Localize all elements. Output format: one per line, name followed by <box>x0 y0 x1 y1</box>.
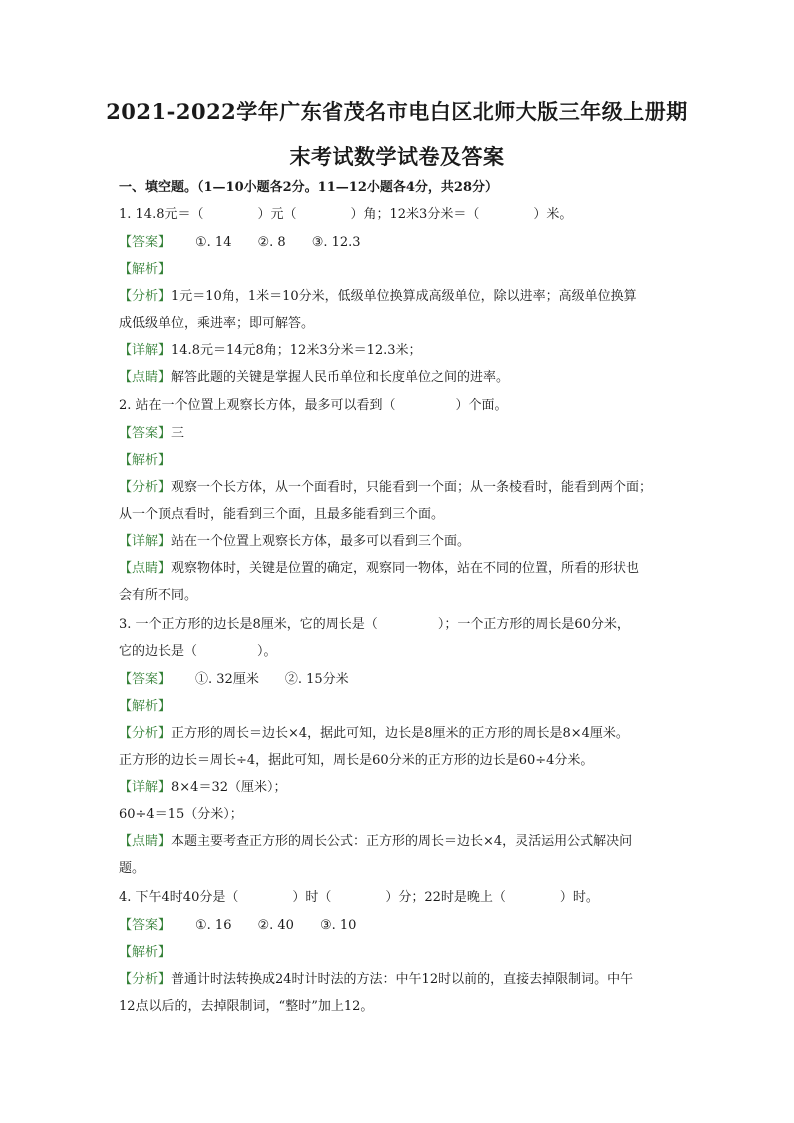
dianjing-text: 解答此题的关键是掌握人民币单位和长度单位之间的进率。 <box>171 370 510 385</box>
xiangjie-label: 【详解】 <box>119 534 172 549</box>
fenxi-text: 成低级单位，乘进率；即可解答。 <box>119 316 315 331</box>
fenxi-row <box>119 288 689 305</box>
fenxi-label: 【分析】 <box>119 480 172 495</box>
question-text: ）角；12米3分米＝（ <box>350 207 480 222</box>
fenxi-text: 1元＝10角，1米＝10分米，低级单位换算成高级单位，除以进率；高级单位换算 <box>171 289 637 304</box>
answer-item: ③. 12.3 <box>311 235 361 250</box>
answer-item: ②. 8 <box>257 235 286 250</box>
dianjing-label: 【点睛】 <box>119 370 172 385</box>
fenxi-row <box>119 725 689 742</box>
xiangjie-text: 14.8元＝14元8角；12米3分米＝12.3米； <box>171 343 422 358</box>
question-text: 3. 一个正方形的边长是8厘米，它的周长是（ <box>119 617 378 632</box>
answer-row <box>119 425 689 442</box>
answer-row <box>119 234 689 251</box>
dianjing-row <box>119 560 689 577</box>
dianjing-text: 本题主要考查正方形的周长公式：正方形的周长＝边长×4，灵活运用公式解决问 <box>171 834 633 849</box>
section-heading: 一、填空题。（1—10小题各2分。11—12小题各4分，共28分） <box>119 180 498 195</box>
fenxi-label: 【分析】 <box>119 972 172 987</box>
analysis-label: 【解析】 <box>119 699 172 714</box>
dianjing-label: 【点睛】 <box>119 561 172 576</box>
fenxi-text: 普通计时法转换成24时计时法的方法：中午12时以前的，直接去掉限制词。中午 <box>171 972 634 987</box>
question-text: 4. 下午4时40分是（ <box>119 890 239 905</box>
question-4 <box>119 889 689 906</box>
answer-label: 【答案】 <box>119 235 172 250</box>
question-text: 2. 站在一个位置上观察长方体，最多可以看到（ <box>119 398 396 413</box>
page-title-line2: 末考试数学试卷及答案 <box>289 144 505 169</box>
page-title-line1: 2021-2022学年广东省茂名市电白区北师大版三年级上册期 <box>106 99 688 124</box>
analysis-label: 【解析】 <box>119 945 172 960</box>
answer-item: ③. 10 <box>319 918 357 933</box>
question-text: 它的边长是（ <box>119 644 198 659</box>
dianjing-row <box>119 369 689 386</box>
dianjing-row <box>119 833 689 850</box>
fenxi-text: 正方形的周长＝边长×4，据此可知，边长是8厘米的正方形的周长是8×4厘米。 <box>171 726 629 741</box>
dianjing-text: 题。 <box>119 861 146 876</box>
dianjing-text: 观察物体时，关键是位置的确定，观察同一物体，站在不同的位置，所看的形状也 <box>171 561 640 576</box>
answer-label: 【答案】 <box>119 426 172 441</box>
xiangjie-label: 【详解】 <box>119 343 172 358</box>
fenxi-label: 【分析】 <box>119 726 172 741</box>
answer-item: ①. 14 <box>195 235 232 250</box>
xiangjie-row <box>119 342 689 359</box>
question-text: ）元（ <box>257 207 297 222</box>
question-text: ）时。 <box>559 890 599 905</box>
answer-item: ①. 32厘米 <box>195 672 259 687</box>
dianjing-label: 【点睛】 <box>119 834 172 849</box>
answer-item: ②. 40 <box>257 918 294 933</box>
fenxi-text: 12点以后的，去掉限制词，“整时”加上12。 <box>119 999 374 1014</box>
analysis-label: 【解析】 <box>119 453 172 468</box>
fenxi-text: 正方形的边长＝周长÷4，据此可知，周长是60分米的正方形的边长是60÷4分米。 <box>119 753 594 768</box>
question-3-cont <box>119 643 689 660</box>
analysis-label: 【解析】 <box>119 262 172 277</box>
fenxi-text: 从一个顶点看时，能看到三个面，且最多能看到三个面。 <box>119 507 445 522</box>
xiangjie-row <box>119 533 689 550</box>
question-text: 1. 14.8元＝（ <box>119 207 204 222</box>
answer-row <box>119 671 689 688</box>
question-text: ）。 <box>257 644 277 659</box>
answer-item: 三 <box>171 426 185 441</box>
xiangjie-label: 【详解】 <box>119 780 172 795</box>
dianjing-text: 会有所不同。 <box>119 588 198 603</box>
question-text: ）米。 <box>533 207 573 222</box>
question-2 <box>119 397 689 414</box>
fenxi-text: 观察一个长方体，从一个面看时，只能看到一个面；从一条棱看时，能看到两个面； <box>171 480 653 495</box>
xiangjie-text: 60÷4＝15（分米）； <box>119 807 243 822</box>
answer-label: 【答案】 <box>119 918 172 933</box>
xiangjie-text: 8×4＝32（厘米）； <box>171 780 287 795</box>
answer-label: 【答案】 <box>119 672 172 687</box>
answer-item: ①. 16 <box>195 918 232 933</box>
question-text: ）个面。 <box>455 398 508 413</box>
fenxi-label: 【分析】 <box>119 289 172 304</box>
question-text: ）分；22时是晚上（ <box>385 890 506 905</box>
question-3 <box>119 616 689 633</box>
question-1 <box>119 206 689 223</box>
xiangjie-text: 站在一个位置上观察长方体，最多可以看到三个面。 <box>171 534 471 549</box>
fenxi-row <box>119 479 689 496</box>
xiangjie-row <box>119 779 689 796</box>
answer-item: ②. 15分米 <box>284 672 349 687</box>
question-text: ）；一个正方形的周长是60分米， <box>437 617 630 632</box>
fenxi-row <box>119 971 689 988</box>
answer-row <box>119 917 689 934</box>
question-text: ）时（ <box>292 890 332 905</box>
